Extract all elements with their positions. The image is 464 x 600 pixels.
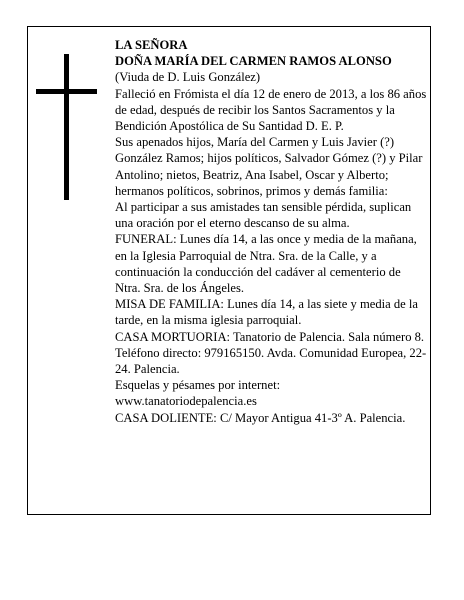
deceased-name: DOÑA MARÍA DEL CARMEN RAMOS ALONSO: [115, 54, 392, 69]
funeral-home-info: CASA MORTUORIA: Tanatorio de Palencia. Sala número 8. Teléfono directo: 979165150. Avda. Comunidad Europea, 22-24. Palencia.: [115, 329, 427, 377]
notice-text: [115, 37, 427, 426]
cross-horizontal-bar: [36, 89, 97, 94]
cross-icon: [36, 54, 96, 200]
family-list: Sus apenados hijos, María del Carmen y Luis Javier (?) González Ramos; hijos políticos, Salvador Gómez (?) y Pilar Antolino; nietos, Beatriz, Ana Isabel, Oscar y Alberto; hermanos políticos, sobrinos, primos y demás familia:: [115, 135, 423, 198]
website-link: www.tanatoriodepalencia.es: [115, 394, 257, 409]
family-mass-info: MISA DE FAMILIA: Lunes día 14, a las siete y media de la tarde, en la misma iglesia parroquial.: [115, 297, 419, 328]
family-home-info: CASA DOLIENTE: C/ Mayor Antigua 41-3º A. Palencia.: [115, 410, 406, 425]
internet-condolences-label: Esquelas y pésames por internet:: [115, 378, 281, 393]
cross-vertical-bar: [64, 54, 69, 200]
notice-title: LA SEÑORA: [115, 38, 188, 52]
notice-subtitle: (Viuda de D. Luis González): [115, 70, 261, 85]
funeral-info: FUNERAL: Lunes día 14, a las once y media de la mañana, en la Iglesia Parroquial de Ntra. Sra. de la Calle, y a continuación la conducción del cadáver al cementerio de Ntra. Sra. de los Ángeles.: [115, 232, 417, 296]
death-announcement: Falleció en Frómista el día 12 de enero de 2013, a los 86 años de edad, después de recibir los Santos Sacramentos y la Bendición Apostólica de Su Santidad D. E. P.: [115, 86, 427, 134]
prayer-request: Al participar a sus amistades tan sensible pérdida, suplican una oración por el eterno descanso de su alma.: [115, 200, 412, 231]
